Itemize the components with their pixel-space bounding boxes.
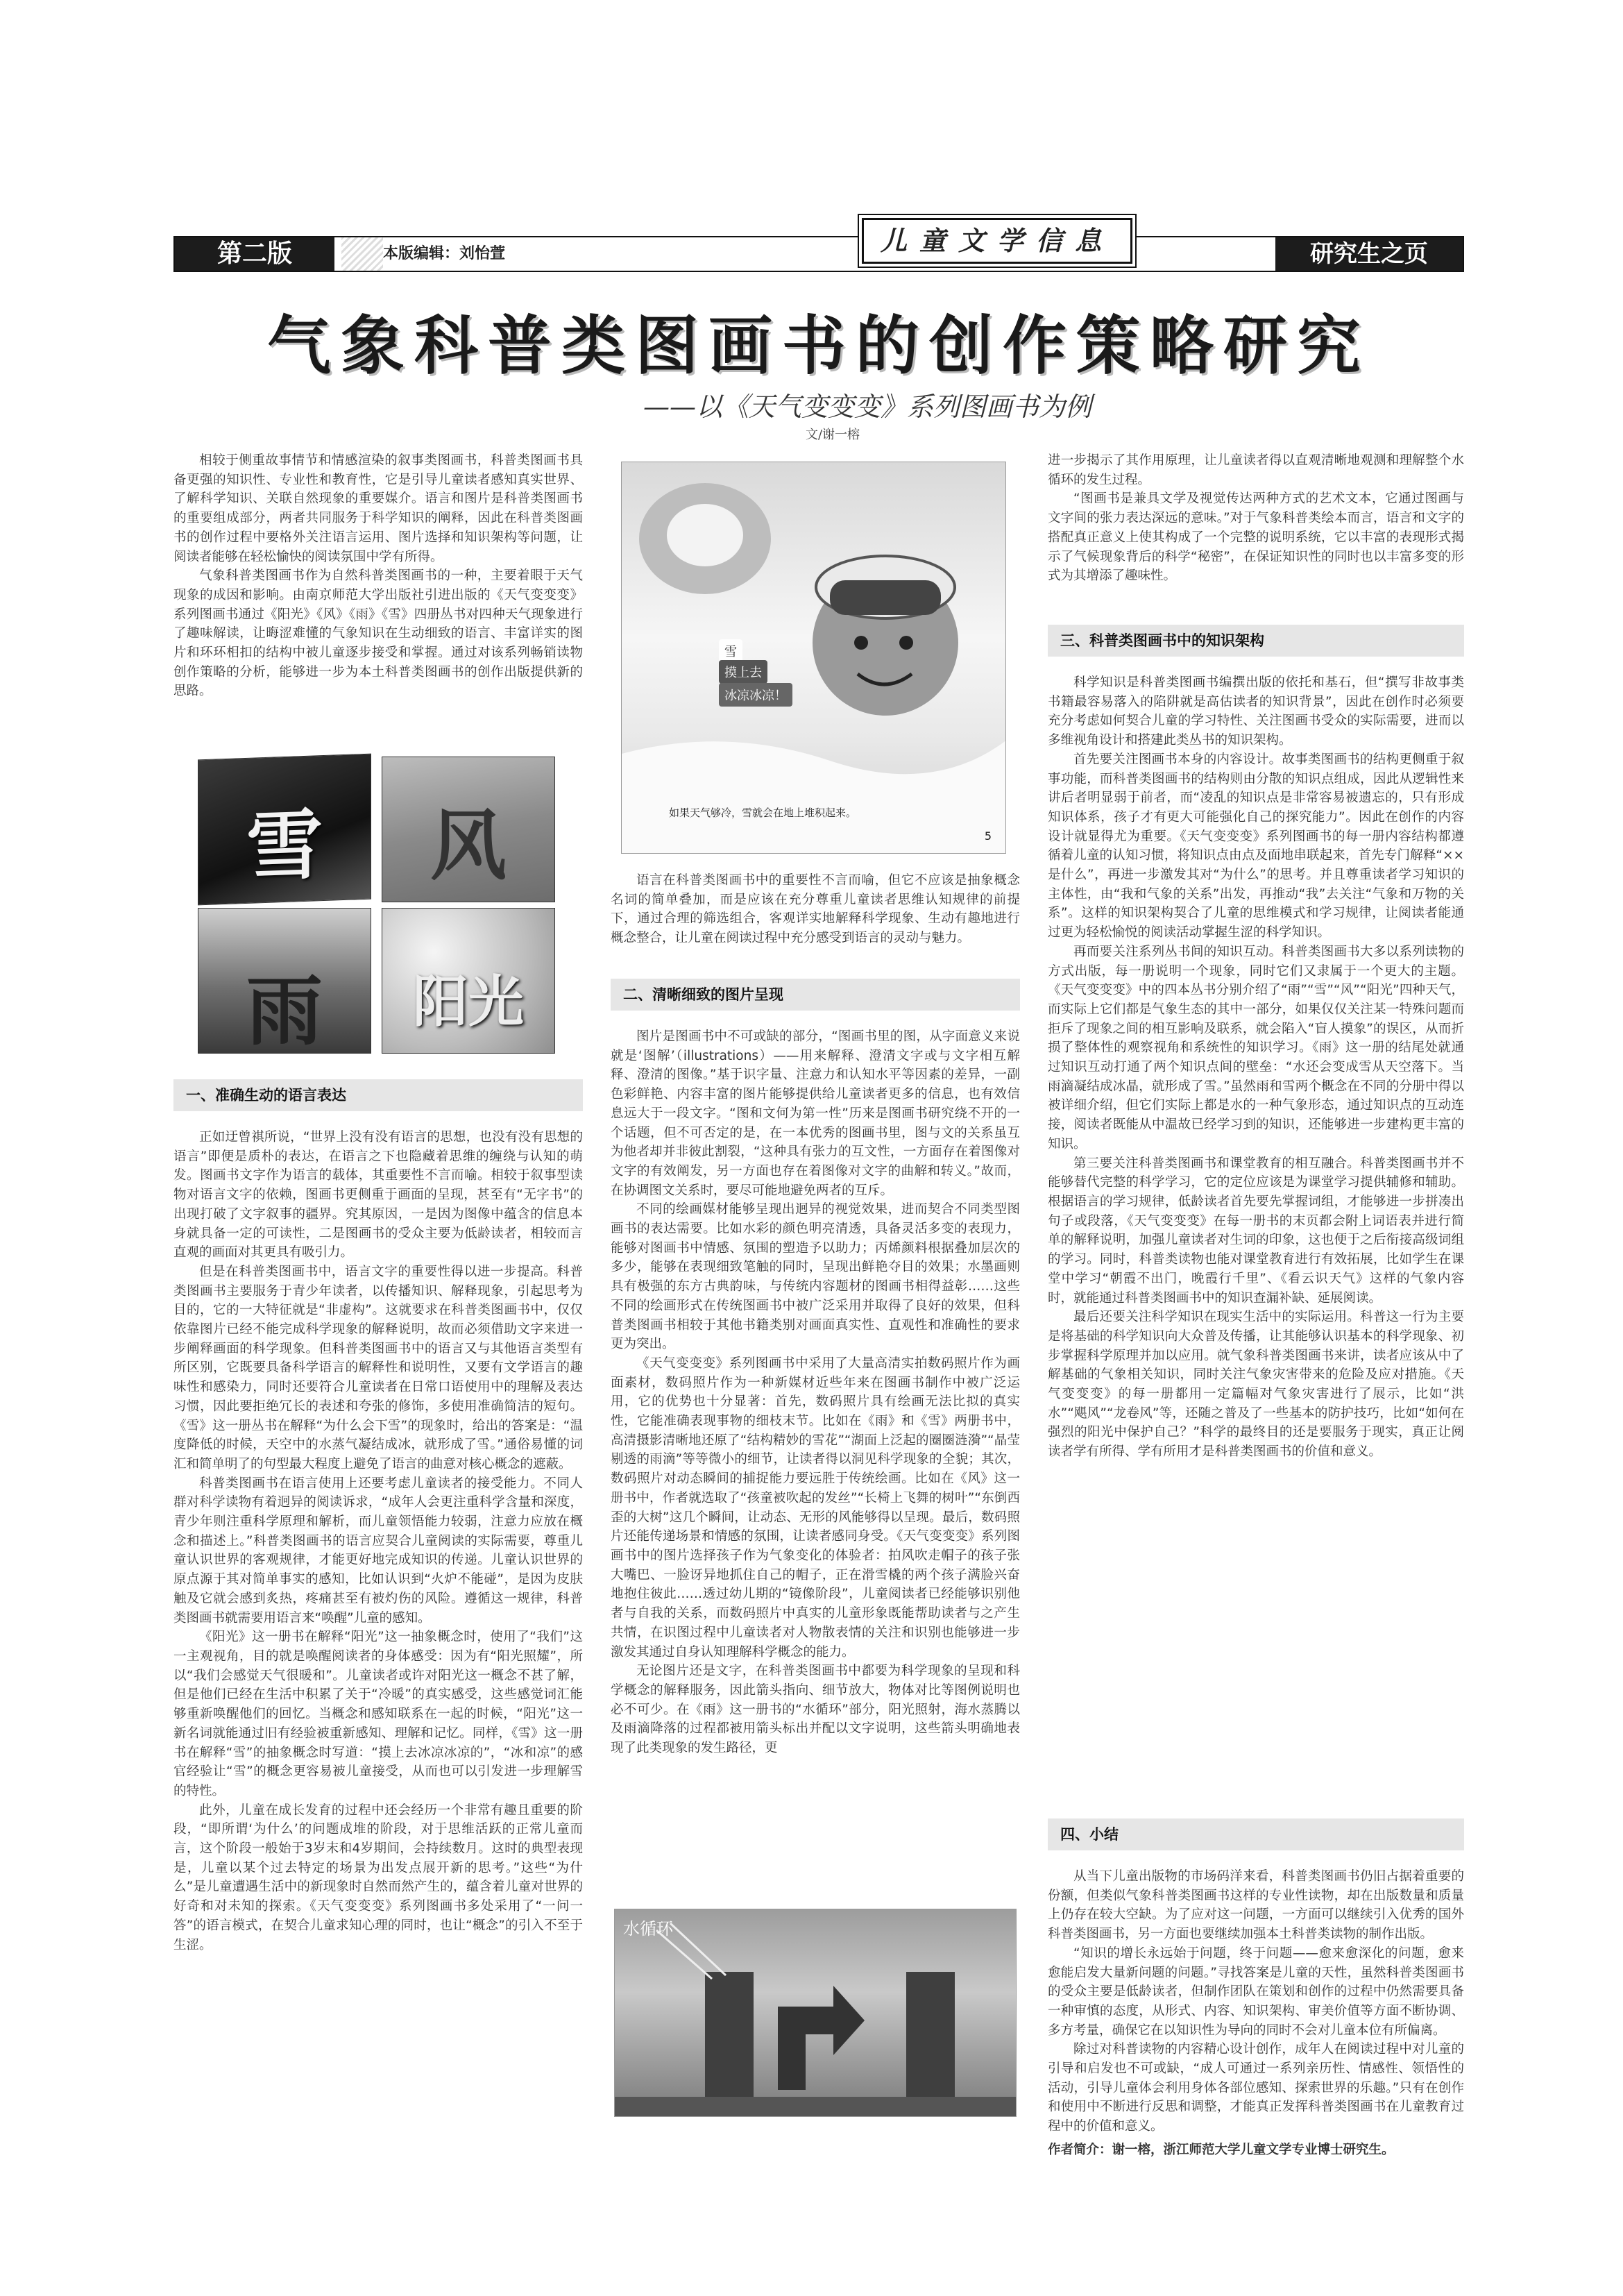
photo-caption-accumulate: 如果天气够冷，雪就会在地上堆积起来。	[669, 807, 857, 819]
paragraph: 无论图片还是文字，在科普类图画书中都要为科学现象的呈现和科学概念的解释服务，因此箭头指向、细节放大，物体对比等图例说明也必不可少。在《雨》这一册书的“水循环”部分，阳光照射，海水蒸腾以及雨滴降落的过程都被用箭头标出并配以文字说明，这些箭头明确地表现了此类现象的发生路径，更	[611, 1664, 1020, 1756]
edition-label: 第二版	[175, 237, 334, 271]
column-3-top	[1048, 451, 1464, 586]
editor-label: 本版编辑：刘怡萱	[383, 245, 506, 262]
photo-caption-cold: 冰凉冰凉！	[719, 683, 792, 707]
column-2-body	[611, 1027, 1020, 1758]
paragraph: 但是在科普类图画书中，语言文字的重要性得以进一步提高。科普类图画书主要服务于青少年读者，以传播知识、解释现象，引起思考为目的，它的一大特征就是“非虚构”。这就要求在科普类图画书中，仅仅依靠图片已经不能完成科学现象的解释说明，故而必须借助文字来进一步阐释画面的科学现象。但科普类图画书中的语言又与其他语言类型有所区别，它既要具备科学语言的解释性和说明性，又要有文学语言的趣味性和感染力，同时还要符合儿童读者在日常口语使用中的理解及表达习惯，因此要拒绝冗长的表述和夸张的修饰，多使用准确简洁的短句。《雪》这一册丛书在解释“为什么会下雪”的现象时，给出的答案是：“温度降低的时候，天空中的水蒸气凝结成冰，就形成了雪。”通俗易懂的词汇和简单明了的句型最大程度上避免了语言的曲意对核心概念的遮蔽。	[173, 1264, 583, 1471]
paragraph: 除过对科普读物的内容精心设计创作，成年人在阅读过程中对儿童的引导和启发也不可或缺，“成人可通过一系列亲历性、情感性、领悟性的活动，引导儿童体会利用身体各部位感知、探索世界的乐趣。”只有在创作和使用中不断进行反思和调整，才能真正发挥科普类图画书在儿童教育过程中的价值和意义。	[1048, 2042, 1464, 2134]
snow-photo	[621, 462, 1006, 854]
photo-page-number: 5	[984, 829, 992, 843]
book-title-rain: 雨	[246, 966, 323, 1054]
book-cover-sun	[382, 908, 555, 1054]
section-heading-4: 四、小结	[1048, 1818, 1464, 1850]
paragraph: 进一步揭示了其作用原理，让儿童读者得以直观清晰地观测和理解整个水循环的发生过程。	[1048, 453, 1464, 487]
paragraph: 气象科普类图画书作为自然科普类图画书的一种，主要着眼于天气现象的成因和影响。由南京师范大学出版社引进出版的《天气变变变》系列图画书通过《阳光》《风》《雨》《雪》四册丛书对四种天气现象进行了趣味解读，让晦涩难懂的气象知识在生动细致的语言、丰富详实的图片和环环相扣的结构中被儿童逐步接受和掌握。通过对该系列畅销读物创作策略的分析，能够进一步为本土科普类图画书的创作出版提供新的思路。	[173, 568, 583, 699]
paragraph: 科学知识是科普类图画书编撰出版的依托和基石，但“撰写非故事类书籍最容易落入的陷阱就是高估读者的知识背景”，因此在创作时必须要充分考虑如何契合儿童的学习特性、关注图画书受众的实际需要，进而以多维视角设计和搭建此类丛书的知识架构。	[1048, 675, 1464, 748]
column-3-body	[1048, 673, 1464, 1462]
author-bio: 作者简介：谢一榕，浙江师范大学儿童文学专业博士研究生。	[1048, 2142, 1395, 2157]
article-subtitle: ——以《天气变变变》系列图画书为例	[643, 391, 1091, 422]
paragraph: “图画书是兼具文学及视觉传达两种方式的艺术文本，它通过图画与文字间的张力表达深远的意味。”对于气象科普类绘本而言，语言和文字的搭配真正意义上使其构成了一个完整的说明系统，它以丰富的表现形式揭示了气候现象背后的科学“秘密”，在保证知识性的同时也以丰富多变的形式为其增添了趣味性。	[1048, 491, 1464, 584]
page-header	[173, 225, 1464, 272]
paragraph: 科普类图画书在语言使用上还要考虑儿童读者的接受能力。不同人群对科学读物有着迥异的阅读诉求，“成年人会更注重科学含量和深度，青少年则注重科学原理和解析，而儿童领悟能力较弱，注意力应放在概念和描述上。”科普类图画书的语言应契合儿童阅读的实际需要，尊重儿童认识世界的客观规律，才能更好地完成知识的传递。儿童认识世界的原点源于其对简单事实的感知，比如认识到“火炉不能碰”，是因为皮肤触及它就会感到炙热，疼痛甚至有被灼伤的风险。遵循这一规律，科普类图画书就需要用语言来“唤醒”儿童的感知。	[173, 1476, 583, 1626]
paragraph: 从当下儿童出版物的市场码洋来看，科普类图画书仍旧占据着重要的份额，但类似气象科普类图画书这样的专业性读物，却在出版数量和质量上仍存在较大空缺。为了应对这一问题，一方面可以继续引入优秀的国外科普类图画书，另一方面也要继续加强本土科普类读物的制作出版。	[1048, 1869, 1464, 1942]
column-2-top	[611, 871, 1020, 948]
water-cycle-figure	[614, 1909, 1017, 2117]
paragraph: 正如迂曾祺所说，“世界上没有没有语言的思想，也没有没有思想的语言”即便是质朴的表达，在语言之下也隐藏着思维的缠绕与认知的萌发。图画书文字作为语言的载体，其重要性不言而喻。相较于叙事型读物对语言文字的依赖，图画书更侧重于画面的呈现，甚至有“无字书”的出现打破了文字叙事的疆界。究其原因，一是因为图像中蕴含的信息本身就具备一定的可读性，二是图画书的受众主要为低龄读者，相较而言直观的画面对其更具有吸引力。	[173, 1130, 583, 1260]
book-covers-figure	[198, 757, 559, 1055]
section-heading-3: 三、科普类图画书中的知识架构	[1048, 625, 1464, 657]
section-heading-2: 二、清晰细致的图片呈现	[611, 979, 1020, 1011]
photo-caption-touch: 摸上去	[719, 660, 767, 684]
paragraph: 此外，儿童在成长发育的过程中还会经历一个非常有趣且重要的阶段，“即所谓‘为什么’的问题成堆的阶段，对于思维活跃的正常儿童而言，这个阶段一般始于3岁末和4岁期间，会持续数月。这时的典型表现是，儿童以某个过去特定的场景为出发点展开新的思考。”这些“为什么”是儿童遭遇生活中的新现象时自然而然产生的，蕴含着儿童对世界的好奇和对未知的探索。《天气变变变》系列图画书多处采用了“一问一答”的语言模式，在契合儿童求知心理的同时，也让“概念”的引入不至于生涩。	[173, 1803, 583, 1952]
water-cycle-title: 水循环	[623, 1919, 673, 1939]
book-title-sun: 阳光	[413, 969, 524, 1034]
book-cover-rain	[198, 908, 371, 1054]
book-cover-wind	[382, 757, 555, 902]
column-label: 研究生之页	[1275, 237, 1463, 271]
column-3-bottom	[1048, 1867, 1464, 2160]
book-cover-snow	[198, 754, 371, 906]
header-decoration	[341, 237, 383, 271]
paragraph: “知识的增长永远始于问题，终于问题——愈来愈深化的问题，愈来愈能启发大量新问题的问题。”寻找答案是儿童的天性，虽然科普类图画书的受众主要是低龄读者，但制作团队在策划和创作的过程中仍然需要具备一种审慎的态度，从形式、内容、知识架构、审美价值等方面不断协调、多方考量，确保它在以知识性为导向的同时不会对儿童本位有所偏离。	[1048, 1945, 1464, 2038]
book-title-wind: 风	[430, 801, 507, 890]
snow-photo-illustration	[622, 462, 1006, 854]
paragraph: 再而要关注系列丛书间的知识互动。科普类图画书大多以系列读物的方式出版，每一册说明一个现象，同时它们又隶属于一个更大的主题。《天气变变变》中的四本丛书分别介绍了“雨”“雪”“风”“阳光”四种天气，而实际上它们都是气象生态的其中一部分，如果仅仅关注某一特殊问题而拒斥了现象之间的相互影响及联系，就会陷入“盲人摸象”的误区，从而折损了整体性的观察视角和系统性的知识学习。《雨》这一册的结尾处就通过知识互动打通了两个知识点间的壁垒：“水还会变成雪从天空落下。当雨滴凝结成冰晶，就形成了雪。”虽然雨和雪两个概念在不同的分册中得以被详细介绍，但它们实际上都是水的一种气象形态，通过知识点的互动连接，阅读者既能从中温故已经学习到的知识，还能够进一步建构更丰富的知识。	[1048, 944, 1464, 1151]
paragraph: 首先要关注图画书本身的内容设计。故事类图画书的结构更侧重于叙事功能，而科普类图画书的结构则由分散的知识点组成，因此从逻辑性来讲后者明显弱于前者，而“凌乱的知识点是非常容易被遗忘的，只有形成知识体系，孩子才有更大可能强化自己的探究能力”。因此在创作的内容设计就显得尤为重要。《天气变变变》系列图画书的每一册内容结构都遵循着儿童的认知习惯，将知识点由点及面地串联起来，首先专门解释“××是什么”，再进一步激发其对“为什么”的思考。并且尊重读者学习知识的主体性，由“我和气象的关系”出发，再推动“我”去关注“气象和万物的关系”。这样的知识架构契合了儿童的思维模式和学习规律，让阅读者能通过更为轻松愉悦的阅读活动掌握生涩的科学知识。	[1048, 752, 1464, 940]
paragraph: 第三要关注科普类图画书和课堂教育的相互融合。科普类图画书并不能够替代完整的科学学习，它的定位应该是为课堂学习提供辅修和辅助。根据语言的学习规律，低龄读者首先要先掌握词组，才能够进一步拼凑出句子或段落，《天气变变变》在每一册书的末页都会附上词语表并进行简单的解释说明，加强儿童读者对生词的印象，这也便于之后衔接高级词组的学习。同时，科普类读物也能对课堂教育进行有效拓展，比如学生在课堂中学习“朝霞不出门，晚霞行千里”、《看云识天气》这样的气象内容时，就能通过科普类图画书中的知识查漏补缺、延展阅读。	[1048, 1156, 1464, 1306]
paragraph: 最后还要关注科学知识在现实生活中的实际运用。科普这一行为主要是将基础的科学知识向大众普及传播，让其能够认识基本的科学现象、初步掌握科学原理并加以应用。就气象科普类图画书来讲，读者应该从中了解基础的气象相关知识，同时关注气象灾害带来的危险及应对措施。《天气变变变》的每一册都用一定篇幅对气象灾害进行了展示，比如“洪水”“飓风”“龙卷风”等，还随之普及了一些基本的防护技巧，比如“如何在强烈的阳光中保护自己？”科学的最终目的还是要服务于现实，真正让阅读者学有所得、学有所用才是科普类图画书的价值和意义。	[1048, 1310, 1464, 1460]
section-heading-1: 一、准确生动的语言表达	[173, 1079, 583, 1111]
water-cycle-diagram	[615, 1909, 1017, 2117]
paragraph: 《阳光》这一册书在解释“阳光”这一抽象概念时，使用了“我们”这一主观视角，目的就是唤醒阅读者的身体感受：因为有“阳光照耀”，所以“我们会感觉天气很暖和”。儿童读者或许对阳光这一概念不甚了解，但是他们已经在生活中积累了关于“冷暖”的真实感受，这些感觉词汇能够重新唤醒他们的回忆。当概念和感知联系在一起的时候，“阳光”这一新名词就能通过旧有经验被重新感知、理解和记忆。同样，《雪》这一册书在解释“雪”的抽象概念时写道：“摸上去冰凉冰凉的”，“冰和凉”的感官经验让“雪”的概念更容易被儿童接受，从而也可以引发进一步理解雪的特性。	[173, 1630, 583, 1798]
paragraph: 图片是图画书中不可或缺的部分，“图画书里的图，从字面意义来说就是‘图解’（illustrations）——用来解释、澄清文字或与文字相互解释、澄清的图像。”基于识字量、注意力和认知水平等因素的差异，一副色彩鲜艳、内容丰富的图片能够提供给儿童读者更多的信息，也有效信息远大于一段文字。“图和文何为第一性”历来是图画书研究绕不开的一个话题，但不可否定的是，在一本优秀的图画书里，图与文的关系虽互为他者却并非彼此割裂，“这种具有张力的互文性，一方面存在着图像对文字的有效阐发，另一方面也存在着图像对文字的曲解和转义。”故而，在协调图文关系时，要尽可能地避免两者的互斥。	[611, 1029, 1020, 1198]
paragraph: 相较于侧重故事情节和情感渲染的叙事类图画书，科普类图画书具备更强的知识性、专业性和教育性，它是引导儿童读者感知真实世界、了解科学知识、关联自然现象的重要媒介。语言和图片是科普类图画书的重要组成部分，两者共同服务于科学知识的阐释，因此在科普类图画书的创作过程中要格外关注语言运用、图片选择和知识架构等问题，让阅读者能够在轻松愉快的阅读氛围中学有所得。	[173, 453, 583, 564]
article-title: 气象科普类图画书的创作策略研究	[266, 308, 1370, 383]
photo-caption-snow: 雪	[719, 639, 742, 663]
column-1-bottom	[173, 1128, 583, 1955]
paper-masthead: 儿童文学信息	[862, 218, 1132, 264]
paragraph: 不同的绘画媒材能够呈现出迥异的视觉效果，进而契合不同类型图画书的表达需要。比如水彩的颜色明亮清透，具备灵活多变的表现力，能够对图画书中情感、氛围的塑造予以助力；丙烯颜料根据叠加层次的多少，能够在表现细致笔触的同时，呈现出鲜艳夺目的效果；水墨画则具有极强的东方古典韵味，与传统内容题材的图画书相得益彰……这些不同的绘画形式在传统图画书中被广泛采用并取得了良好的效果，但科普类图画书相较于其他书籍类别对画面真实性、直观性和准确性的要求更为突出。	[611, 1202, 1020, 1352]
column-1-top	[173, 451, 583, 701]
book-title-snow: 雪	[246, 800, 323, 892]
paragraph: 语言在科普类图画书中的重要性不言而喻，但它不应该是抽象概念名词的简单叠加，而是应该在充分尊重儿童读者思维认知规律的前提下，通过合理的筛选组合，客观详实地解释科学现象、生动有趣地进行概念整合，让儿童在阅读过程中充分感受到语言的灵动与魅力。	[611, 873, 1020, 946]
paragraph: 《天气变变变》系列图画书中采用了大量高清实拍数码照片作为画面素材，数码照片作为一种新媒材近些年来在图画书制作中被广泛运用，它的优势也十分显著：首先，数码照片具有绘画无法比拟的真实性，它能准确表现事物的细枝末节。比如在《雨》和《雪》两册书中，高清摄影清晰地还原了“结构精妙的雪花”“湖面上泛起的圈圈涟漪”“晶莹剔透的雨滴”等等微小的细节，让读者得以洞见科学现象的全貌；其次，数码照片对动态瞬间的捕捉能力要远胜于传统绘画。比如在《风》这一册书中，作者就选取了“孩童被吹起的发丝”“长椅上飞舞的树叶”“东倒西歪的大树”这几个瞬间，让动态、无形的风能够得以呈现。最后，数码照片还能传递场景和情感的氛围，让读者感同身受。《天气变变变》系列图画书中的图片选择孩子作为气象变化的体验者：拍风吹走帽子的孩子张大嘴巴、一脸讶异地抓住自己的帽子，正在滑雪橇的两个孩子满脸兴奋地抱住彼此……透过幼儿期的“镜像阶段”，儿童阅读者已经能够识别他者与自我的关系，而数码照片中真实的儿童形象既能帮助读者与之产生共情，在识图过程中儿童读者对人物散表情的关注和识别也能够进一步激发其通过自身认知理解科学概念的能力。	[611, 1356, 1020, 1660]
article-byline: 文/谢一榕	[805, 428, 860, 442]
